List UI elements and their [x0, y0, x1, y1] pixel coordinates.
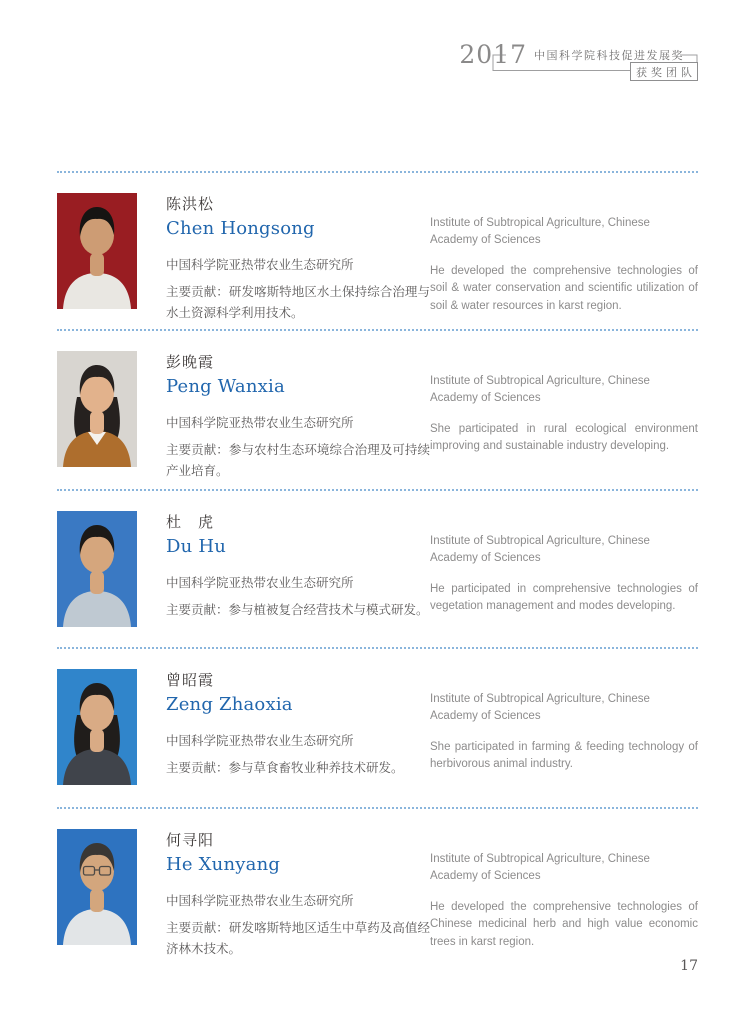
name-cn: 彭晚霞	[166, 353, 215, 371]
profile-right-column	[430, 351, 698, 483]
institution-en: Institute of Subtropical Agriculture, Chinese Academy of Sciences	[430, 375, 650, 405]
profile-photo	[57, 669, 137, 785]
profile-photo	[57, 829, 137, 945]
person-avatar-icon	[57, 511, 137, 627]
name-cn: 曾昭霞	[166, 671, 215, 689]
name-cn: 何寻阳	[166, 831, 215, 849]
separator-line	[57, 329, 698, 331]
institution-en: Institute of Subtropical Agriculture, Chinese Academy of Sciences	[430, 693, 650, 723]
profile-left-column	[166, 193, 430, 325]
name-en: Du Hu	[166, 536, 227, 557]
person-avatar-icon	[57, 351, 137, 467]
name-en: Chen Hongsong	[166, 218, 315, 239]
contribution-cn: 主要贡献：参与草食畜牧业种养技术研发。	[166, 761, 404, 775]
separator-line	[57, 807, 698, 809]
name-en: Peng Wanxia	[166, 376, 285, 397]
profile-entry	[57, 489, 698, 627]
separator-line	[57, 171, 698, 173]
person-avatar-icon	[57, 669, 137, 785]
description-en: He participated in comprehensive technologies of vegetation management and modes developing.	[430, 582, 698, 613]
award-year: 2017	[459, 40, 527, 69]
description-en: She participated in farming & feeding technology of herbivorous animal industry.	[430, 740, 698, 771]
institution-cn: 中国科学院亚热带农业生态研究所	[166, 416, 354, 430]
institution-en: Institute of Subtropical Agriculture, Chinese Academy of Sciences	[430, 535, 650, 565]
institution-cn: 中国科学院亚热带农业生态研究所	[166, 894, 354, 908]
institution-cn: 中国科学院亚热带农业生态研究所	[166, 258, 354, 272]
name-en: He Xunyang	[166, 854, 281, 875]
profile-left-column	[166, 829, 430, 961]
profile-photo	[57, 351, 137, 467]
institution-cn: 中国科学院亚热带农业生态研究所	[166, 576, 354, 590]
description-en: He developed the comprehensive technologies of Chinese medicinal herb and high value economic trees in karst region.	[430, 900, 698, 949]
contribution-cn: 主要贡献：研发喀斯特地区适生中草药及高值经济林木技术。	[166, 921, 430, 957]
contribution-cn: 主要贡献：参与植被复合经营技术与模式研发。	[166, 603, 429, 617]
separator-line	[57, 647, 698, 649]
profile-photo	[57, 511, 137, 627]
description-en: She participated in rural ecological environment improving and sustainable industry developing.	[430, 422, 698, 453]
profile-left-column	[166, 669, 430, 785]
profile-right-column	[430, 511, 698, 627]
page-header	[459, 40, 698, 84]
award-badge: 获奖团队	[630, 62, 698, 81]
profile-left-column	[166, 351, 430, 483]
person-avatar-icon	[57, 193, 137, 309]
person-avatar-icon	[57, 829, 137, 945]
name-en: Zeng Zhaoxia	[166, 694, 293, 715]
institution-cn: 中国科学院亚热带农业生态研究所	[166, 734, 354, 748]
profile-entry	[57, 171, 698, 325]
institution-en: Institute of Subtropical Agriculture, Chinese Academy of Sciences	[430, 853, 650, 883]
page-number: 17	[680, 958, 698, 974]
profile-entry	[57, 329, 698, 483]
profile-entry	[57, 807, 698, 961]
profile-left-column	[166, 511, 430, 627]
description-en: He developed the comprehensive technologies of soil & water conservation and scientific utilization of soil & water resources in karst region.	[430, 264, 698, 313]
award-title: 中国科学院科技促进发展奖	[534, 49, 684, 62]
name-cn: 杜 虎	[166, 513, 215, 531]
profile-right-column	[430, 193, 698, 325]
contribution-cn: 主要贡献：研发喀斯特地区水土保持综合治理与水土资源科学利用技术。	[166, 285, 430, 321]
profile-entry	[57, 647, 698, 785]
contribution-cn: 主要贡献：参与农村生态环境综合治理及可持续产业培育。	[166, 443, 430, 479]
profile-right-column	[430, 669, 698, 785]
name-cn: 陈洪松	[166, 195, 215, 213]
separator-line	[57, 489, 698, 491]
profile-photo	[57, 193, 137, 309]
profile-right-column	[430, 829, 698, 961]
institution-en: Institute of Subtropical Agriculture, Chinese Academy of Sciences	[430, 217, 650, 247]
